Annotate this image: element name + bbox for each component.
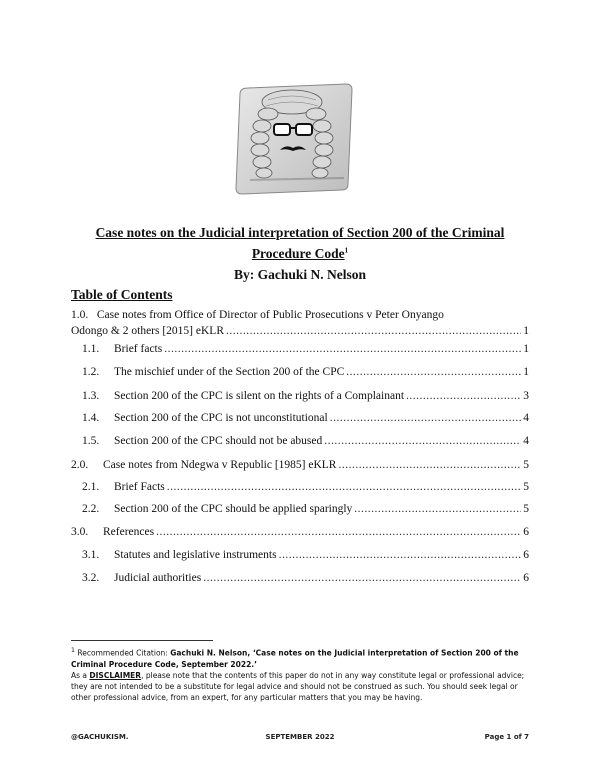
toc-page-number: 4 <box>523 412 529 424</box>
toc-entry[interactable] <box>71 459 529 471</box>
toc-page-number: 6 <box>523 526 529 538</box>
toc-entry-number: 2.2. <box>82 503 100 515</box>
toc-entry-number: 1.3. <box>82 390 100 402</box>
toc-entry-text: Section 200 of the CPC should not be abused <box>114 435 323 447</box>
toc-entry-number: 2.1. <box>82 481 100 493</box>
toc-leader-dots <box>167 481 521 493</box>
toc-entry-text: Case notes from Office of Director of Public Prosecutions v Peter Onyango <box>96 309 444 321</box>
toc-leader-dots <box>279 549 522 561</box>
document-title-line-2: Procedure Code$^1$ <box>251 246 349 261</box>
toc-entry[interactable] <box>82 435 529 447</box>
author-line: By: Gachuki N. Nelson <box>233 267 367 282</box>
toc-leader-dots <box>156 526 521 538</box>
toc-leader-dots <box>406 390 521 402</box>
toc-entry-number: 1.4. <box>82 412 100 424</box>
toc-page-number: 1 <box>523 325 529 337</box>
toc-page-number: 3 <box>523 390 529 402</box>
footnote-citation: Gachuki N. Nelson, ‘Case notes on the Judicial interpretation of Section 200 of the Criminal Procedure Code, September 2022.’ <box>71 648 519 669</box>
toc-entry-text: Case notes from Ndegwa v Republic [1985] eKLR <box>103 459 337 471</box>
document-title-line-1: Case notes on the Judicial interpretation of Section 200 of the Criminal <box>95 225 505 240</box>
toc-page-number: 1 <box>523 366 529 378</box>
toc-entry-text: The mischief under of the Section 200 of the CPC <box>114 366 345 378</box>
toc-entry-number: 2.0. <box>71 459 89 471</box>
footnote <box>71 645 531 703</box>
toc-entry-text: Section 200 of the CPC is not unconstitutional <box>114 412 328 424</box>
toc-entry[interactable] <box>82 390 529 402</box>
toc-page-number: 6 <box>523 572 529 584</box>
toc-leader-dots <box>226 325 521 337</box>
toc-entry[interactable] <box>82 503 529 515</box>
footer-date: SEPTEMBER 2022 <box>265 733 335 741</box>
toc-entry-number: 1.5. <box>82 435 100 447</box>
toc-entry-text: Judicial authorities <box>114 572 202 584</box>
toc-entry-text: Section 200 of the CPC is silent on the rights of a Complainant <box>114 390 405 402</box>
toc-entry-number: 1.0. <box>71 309 89 321</box>
toc-page-number: 4 <box>523 435 529 447</box>
toc-entry[interactable] <box>82 549 529 561</box>
footnote-disclaimer-prefix: As a <box>71 670 90 680</box>
footnote-citation-prefix: Recommended Citation: <box>77 648 171 658</box>
toc-leader-dots <box>338 459 521 471</box>
toc-entry[interactable] <box>82 343 529 355</box>
footnote-reference[interactable]: 1 <box>344 246 349 255</box>
toc-leader-dots <box>203 572 521 584</box>
toc-entry-text: Brief Facts <box>114 481 165 493</box>
footnote-marker: 1 <box>71 647 75 654</box>
disclaimer-label: DISCLAIMER <box>89 670 142 680</box>
toc-page-number: 5 <box>523 481 529 493</box>
toc-entry[interactable] <box>71 526 529 538</box>
judicial-wig-logo <box>228 80 358 198</box>
toc-heading: Table of Contents <box>71 287 173 302</box>
toc-leader-dots <box>346 366 521 378</box>
toc-entry-number: 1.1. <box>82 343 100 355</box>
toc-entry-number: 3.2. <box>82 572 100 584</box>
toc-entry-text: Section 200 of the CPC should be applied sparingly <box>114 503 353 515</box>
toc-entry[interactable] <box>82 572 529 584</box>
toc-leader-dots <box>164 343 521 355</box>
footer-page-number: Page 1 of 7 <box>484 733 529 741</box>
toc-entry-number: 3.1. <box>82 549 100 561</box>
toc-entry[interactable] <box>82 412 529 424</box>
toc-leader-dots <box>354 503 521 515</box>
toc-entry-number: 3.0. <box>71 526 89 538</box>
toc-entry-text: Statutes and legislative instruments <box>114 549 277 561</box>
footnote-disclaimer-text: , please note that the contents of this paper do not in any way constitute legal or professional advice; they are not intended to be a substitute for legal advice and should not be construed as such. You should seek legal or other professional advice, from an expert, for any particular matters that you may be having. <box>71 670 525 702</box>
toc-page-number: 6 <box>523 549 529 561</box>
toc-entry-text: Brief facts <box>114 343 163 355</box>
toc-entry-1-0[interactable] <box>71 309 529 337</box>
toc-page-number: 5 <box>523 459 529 471</box>
footer-handle: @GACHUKISM. <box>71 733 129 741</box>
toc-leader-dots <box>330 412 522 424</box>
toc-entry-number: 1.2. <box>82 366 100 378</box>
toc-entry-text-cont: Odongo & 2 others [2015] eKLR <box>71 325 224 337</box>
toc-page-number: 5 <box>523 503 529 515</box>
toc-entry[interactable] <box>82 366 529 378</box>
toc-entry[interactable] <box>82 481 529 493</box>
footnote-divider <box>71 640 213 641</box>
toc-entry-text: References <box>103 526 155 538</box>
toc-page-number: 1 <box>523 343 529 355</box>
toc-leader-dots <box>324 435 521 447</box>
